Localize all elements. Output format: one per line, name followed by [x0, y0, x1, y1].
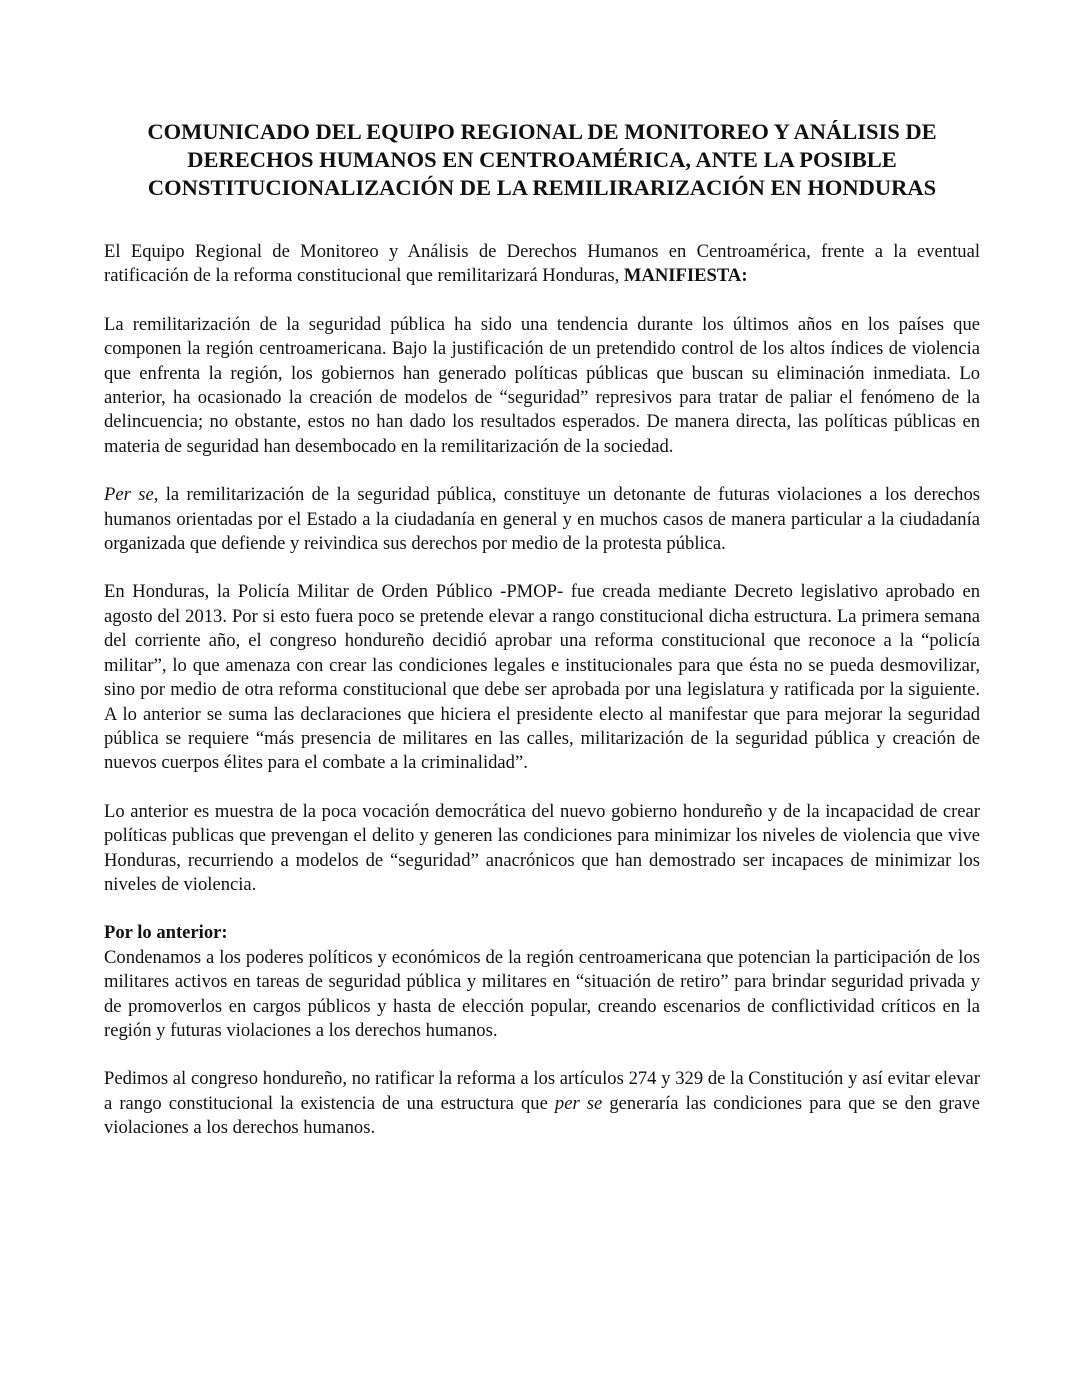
pedimos-text-after: generaría las condiciones para que se den grave violaciones a los derechos humanos. — [104, 1092, 980, 1139]
pedimos-text-before: Pedimos al congreso hondureño, no ratificar la reforma a los artículos 274 y 329 de la Constitución y así evitar elevar a rango constitucional la existencia de una estructura que — [104, 1068, 980, 1114]
title-line-1: COMUNICADO DEL EQUIPO REGIONAL DE MONITOREO Y ANÁLISIS DE — [147, 119, 937, 144]
per-se-italic-2: per se — [554, 1092, 603, 1114]
intro-paragraph — [104, 240, 980, 289]
title-line-3: CONSTITUCIONALIZACIÓN DE LA REMILIRARIZACIÓN EN HONDURAS — [147, 175, 937, 200]
intro-text: El Equipo Regional de Monitoreo y Análisis de Derechos Humanos en Centroamérica, frente a la eventual ratificación de la reforma constitucional que remilitarizará Honduras, — [104, 241, 980, 287]
paragraph-per-se — [104, 483, 980, 556]
paragraph-per-se-text: , la remilitarización de la seguridad pública, constituye un detonante de futuras violaciones a los derechos humanos orientadas por el Estado a la ciudadanía en general y en muchos casos de manera particular a la ciudadanía organizada que defiende y reivindica sus derechos por medio de la protesta pública. — [104, 484, 980, 555]
paragraph-condenamos: Condenamos a los poderes políticos y económicos de la región centroamericana que potencian la participación de los militares activos en tareas de seguridad pública y militares en “situación de retiro” para brindar seguridad privada y de promoverlos en cargos públicos y hasta de elección popular, creando escenarios de conflictividad críticos en la región y futuras violaciones a los derechos humanos. — [104, 946, 980, 1041]
per-se-italic: Per se — [104, 484, 154, 506]
paragraph-vocacion: Lo anterior es muestra de la poca vocación democrática del nuevo gobierno hondureño y de la incapacidad de crear políticas publicas que prevengan el delito y generen las condiciones para minimizar los niveles de violencia que vive Honduras, recurriendo a modelos de “seguridad” anacrónicos que han demostrado ser incapaces de minimizar los niveles de violencia. — [104, 800, 980, 895]
document-page — [104, 118, 980, 1141]
manifiesta-label: MANIFIESTA: — [623, 265, 748, 287]
title-line-2: DERECHOS HUMANOS EN CENTROAMÉRICA, ANTE LA POSIBLE — [187, 147, 897, 172]
paragraph-pedimos — [104, 1067, 980, 1140]
paragraph-remilitarizacion: La remilitarización de la seguridad pública ha sido una tendencia durante los últimos años en los países que componen la región centroamericana. Bajo la justificación de un pretendido control de los altos índices de violencia que enfrenta la región, los gobiernos han generado políticas públicas que buscan su eliminación inmediata. Lo anterior, ha ocasionado la creación de modelos de “seguridad” represivos para tratar de paliar el fenómeno de la delincuencia; no obstante, estos no han dado los resultados esperados. De manera directa, las políticas públicas en materia de seguridad han desembocado en la remilitarización de la sociedad. — [104, 313, 980, 457]
conclusion-heading: Por lo anterior: — [104, 922, 228, 944]
paragraph-honduras: En Honduras, la Policía Militar de Orden Público -PMOP- fue creada mediante Decreto legislativo aprobado en agosto del 2013. Por si esto fuera poco se pretende elevar a rango constitucional dicha estructura. La primera semana del corriente año, el congreso hondureño decidió aprobar una reforma constitucional que reconoce a la “policía militar”, lo que amenaza con crear las condiciones legales e institucionales para que ésta no se pueda desmovilizar, sino por medio de otra reforma constitucional que debe ser aprobada por una legislatura y ratificada por la siguiente. A lo anterior se suma las declaraciones que hiciera el presidente electo al manifestar que para mejorar la seguridad pública se requiere “más presencia de militares en las calles, militarización de la seguridad pública y creación de nuevos cuerpos élites para el combate a la criminalidad”. — [104, 581, 980, 774]
document-title — [104, 118, 980, 202]
